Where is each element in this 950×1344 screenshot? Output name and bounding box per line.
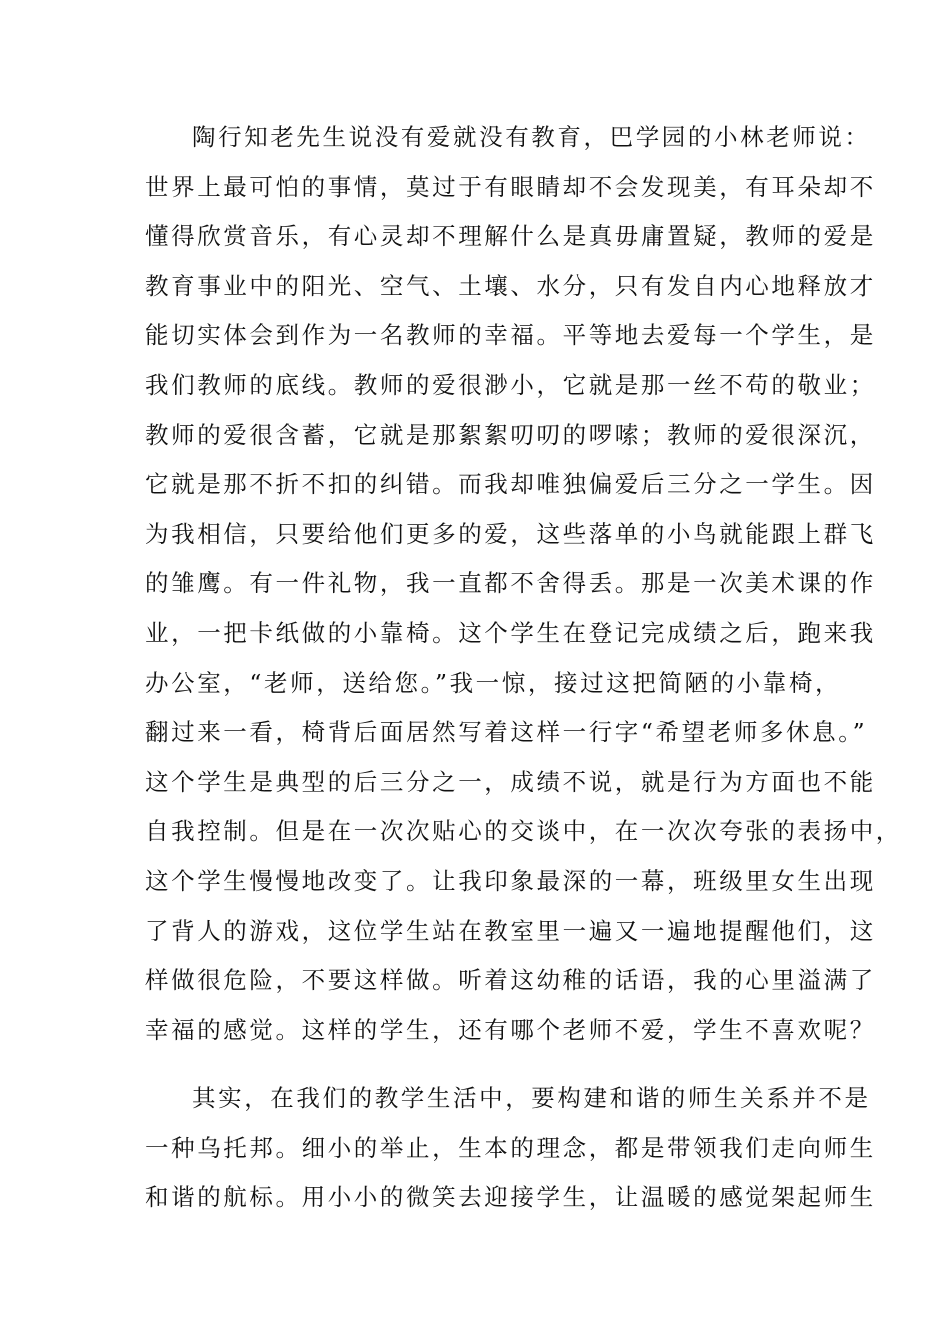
- text-line: 这个学生是典型的后三分之一，成绩不说，就是行为方面也不能: [145, 767, 876, 796]
- text-line: 幸福的感觉。这样的学生，还有哪个老师不爱，学生不喜欢呢？: [145, 1015, 876, 1044]
- text-line: 翻过来一看，椅背后面居然写着这样一行字“希望老师多休息。”: [145, 718, 868, 747]
- text-line: 和谐的航标。用小小的微笑去迎接学生，让温暖的感觉架起师生: [145, 1183, 876, 1212]
- text-line: 一种乌托邦。细小的举止，生本的理念，都是带领我们走向师生: [145, 1133, 876, 1162]
- text-line: 自我控制。但是在一次次贴心的交谈中，在一次次夸张的表扬中，: [145, 817, 902, 846]
- text-line: 我们教师的底线。教师的爱很渺小，它就是那一丝不苟的敬业；: [145, 370, 876, 399]
- text-line: 为我相信，只要给他们更多的爱，这些落单的小鸟就能跟上群飞: [145, 519, 876, 548]
- text-line: 其实，在我们的教学生活中，要构建和谐的师生关系并不是: [192, 1084, 871, 1113]
- paragraph-2: [145, 1074, 876, 1223]
- text-line: 办公室，“老师，送给您。”我一惊，接过这把简陋的小靠椅，: [145, 668, 842, 697]
- text-line: 懂得欣赏音乐，有心灵却不理解什么是真毋庸置疑，教师的爱是: [145, 222, 876, 251]
- text-line: 陶行知老先生说没有爱就没有教育，巴学园的小林老师说：: [192, 123, 871, 151]
- text-line: 它就是那不折不扣的纠错。而我却唯独偏爱后三分之一学生。因: [145, 470, 876, 499]
- paragraph-1: [145, 113, 902, 1055]
- text-line: 能切实体会到作为一名教师的幸福。平等地去爱每一个学生，是: [145, 321, 876, 350]
- text-line: 业，一把卡纸做的小靠椅。这个学生在登记完成绩之后，跑来我: [145, 618, 876, 647]
- text-line: 这个学生慢慢地改变了。让我印象最深的一幕，班级里女生出现: [145, 866, 876, 895]
- text-line: 世界上最可怕的事情，莫过于有眼睛却不会发现美，有耳朵却不: [145, 172, 876, 201]
- text-line: 的雏鹰。有一件礼物，我一直都不舍得丢。那是一次美术课的作: [145, 569, 876, 598]
- text-line: 教师的爱很含蓄，它就是那絮絮叨叨的啰嗦；教师的爱很深沉，: [145, 420, 876, 449]
- document-page: [145, 113, 902, 1223]
- text-line: 教育事业中的阳光、空气、土壤、水分，只有发自内心地释放才: [145, 271, 876, 300]
- text-line: 了背人的游戏，这位学生站在教室里一遍又一遍地提醒他们，这: [145, 916, 876, 945]
- text-line: 样做很危险，不要这样做。听着这幼稚的话语，我的心里溢满了: [145, 966, 876, 995]
